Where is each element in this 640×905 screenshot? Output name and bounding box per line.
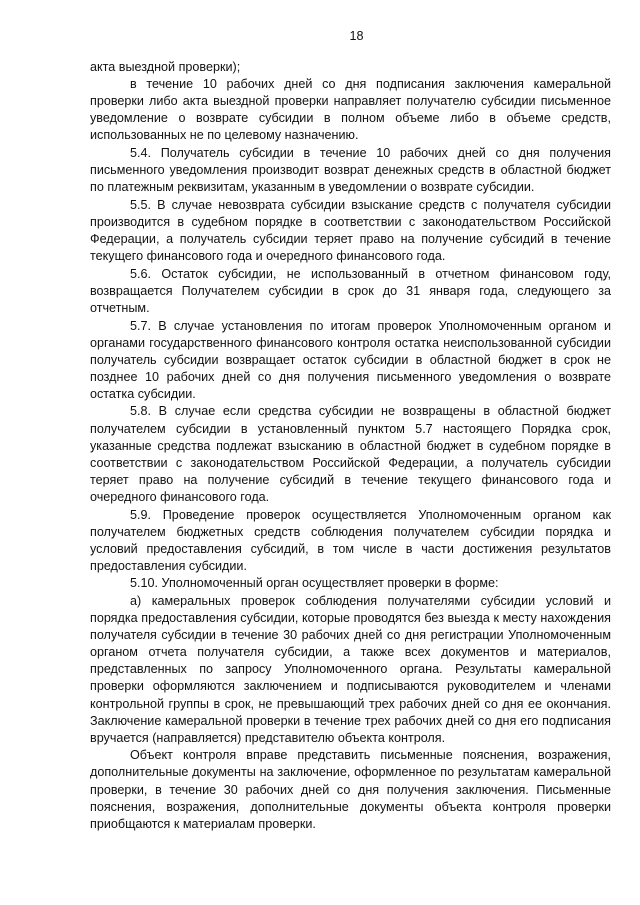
paragraph-5-4: 5.4. Получатель субсидии в течение 10 рабочих дней со дня получения письменного уведомления производит возврат денежных средств в областной бюджет по платежным реквизитам, указанным в уведомлении о возврате субсидии. bbox=[90, 146, 611, 195]
paragraph-5-8: 5.8. В случае если средства субсидии не возвращены в областной бюджет получателем субсидии в установленный пунктом 5.7 настоящего Порядка срок, указанные средства подлежат взысканию в областной бюджет в судебном порядке в соответствии с законодательством Российской Федерации, а получатель субсидии теряет право на получение субсидий в течение текущего финансового года и очередного финансового года. bbox=[90, 404, 611, 504]
paragraph-5-5: 5.5. В случае невозврата субсидии взыскание средств с получателя субсидии производится в судебном порядке в соответствии с законодательством Российской Федерации, а получатель субсидии теряет право на получение субсидий в течение текущего финансового года и очередного финансового года. bbox=[90, 197, 611, 264]
paragraph-continuation: акта выездной проверки); bbox=[90, 60, 241, 75]
document-page bbox=[90, 28, 611, 833]
paragraph-5-9: 5.9. Проведение проверок осуществляется Уполномоченным органом как получателем бюджетных средств соблюдения получателем субсидии порядка и условий предоставления субсидий, в том числе в части достижения результатов предоставления субсидии. bbox=[90, 507, 611, 573]
page-number: 18 bbox=[349, 29, 364, 43]
paragraph-notification: в течение 10 рабочих дней со дня подписания заключения камеральной проверки либо акта выездной проверки направляет получателю субсидии письменное уведомление о возврате субсидии в полном объеме либо в объеме средств, использованных не по целевому назначению. bbox=[90, 77, 611, 143]
paragraph-objections: Объект контроля вправе представить письменные пояснения, возражения, дополнительные документы на заключение, оформленное по результатам камеральной проверки, в течение 30 рабочих дней со дня получения заключения. Письменные пояснения, возражения, дополнительные документы объекта контроля проверки приобщаются к материалам проверки. bbox=[90, 748, 611, 831]
paragraph-5-10-a: а) камеральных проверок соблюдения получателями субсидии условий и порядка предоставления субсидии, которые проводятся без выезда к месту нахождения получателя субсидии в течение 30 рабочих дней со дня регистрации Уполномоченным органом отчета получателя субсидии, а также всех документов и материалов, представленных по запросу Уполномоченного органа. Результаты камеральной проверки оформляются заключением и подписываются руководителем и членами контрольной группы в срок, не превышающий трех рабочих дней со дня ее окончания. Заключение камеральной проверки в течение трех рабочих дней со дня его подписания вручается (направляется) представителю объекта контроля. bbox=[90, 594, 611, 745]
paragraph-5-6: 5.6. Остаток субсидии, не использованный в отчетном финансовом году, возвращается Получателем субсидии в срок до 31 января года, следующего за отчетным. bbox=[90, 266, 611, 315]
paragraph-5-7: 5.7. В случае установления по итогам проверок Уполномоченным органом и органами государственного финансового контроля остатка неиспользованной субсидии получатель субсидии возвращает остаток субсидии в областной бюджет в срок не позднее 10 рабочих дней со дня получения письменного уведомления о возврате остатка субсидии. bbox=[90, 318, 611, 401]
paragraph-5-10: 5.10. Уполномоченный орган осуществляет проверки в форме: bbox=[130, 576, 499, 591]
